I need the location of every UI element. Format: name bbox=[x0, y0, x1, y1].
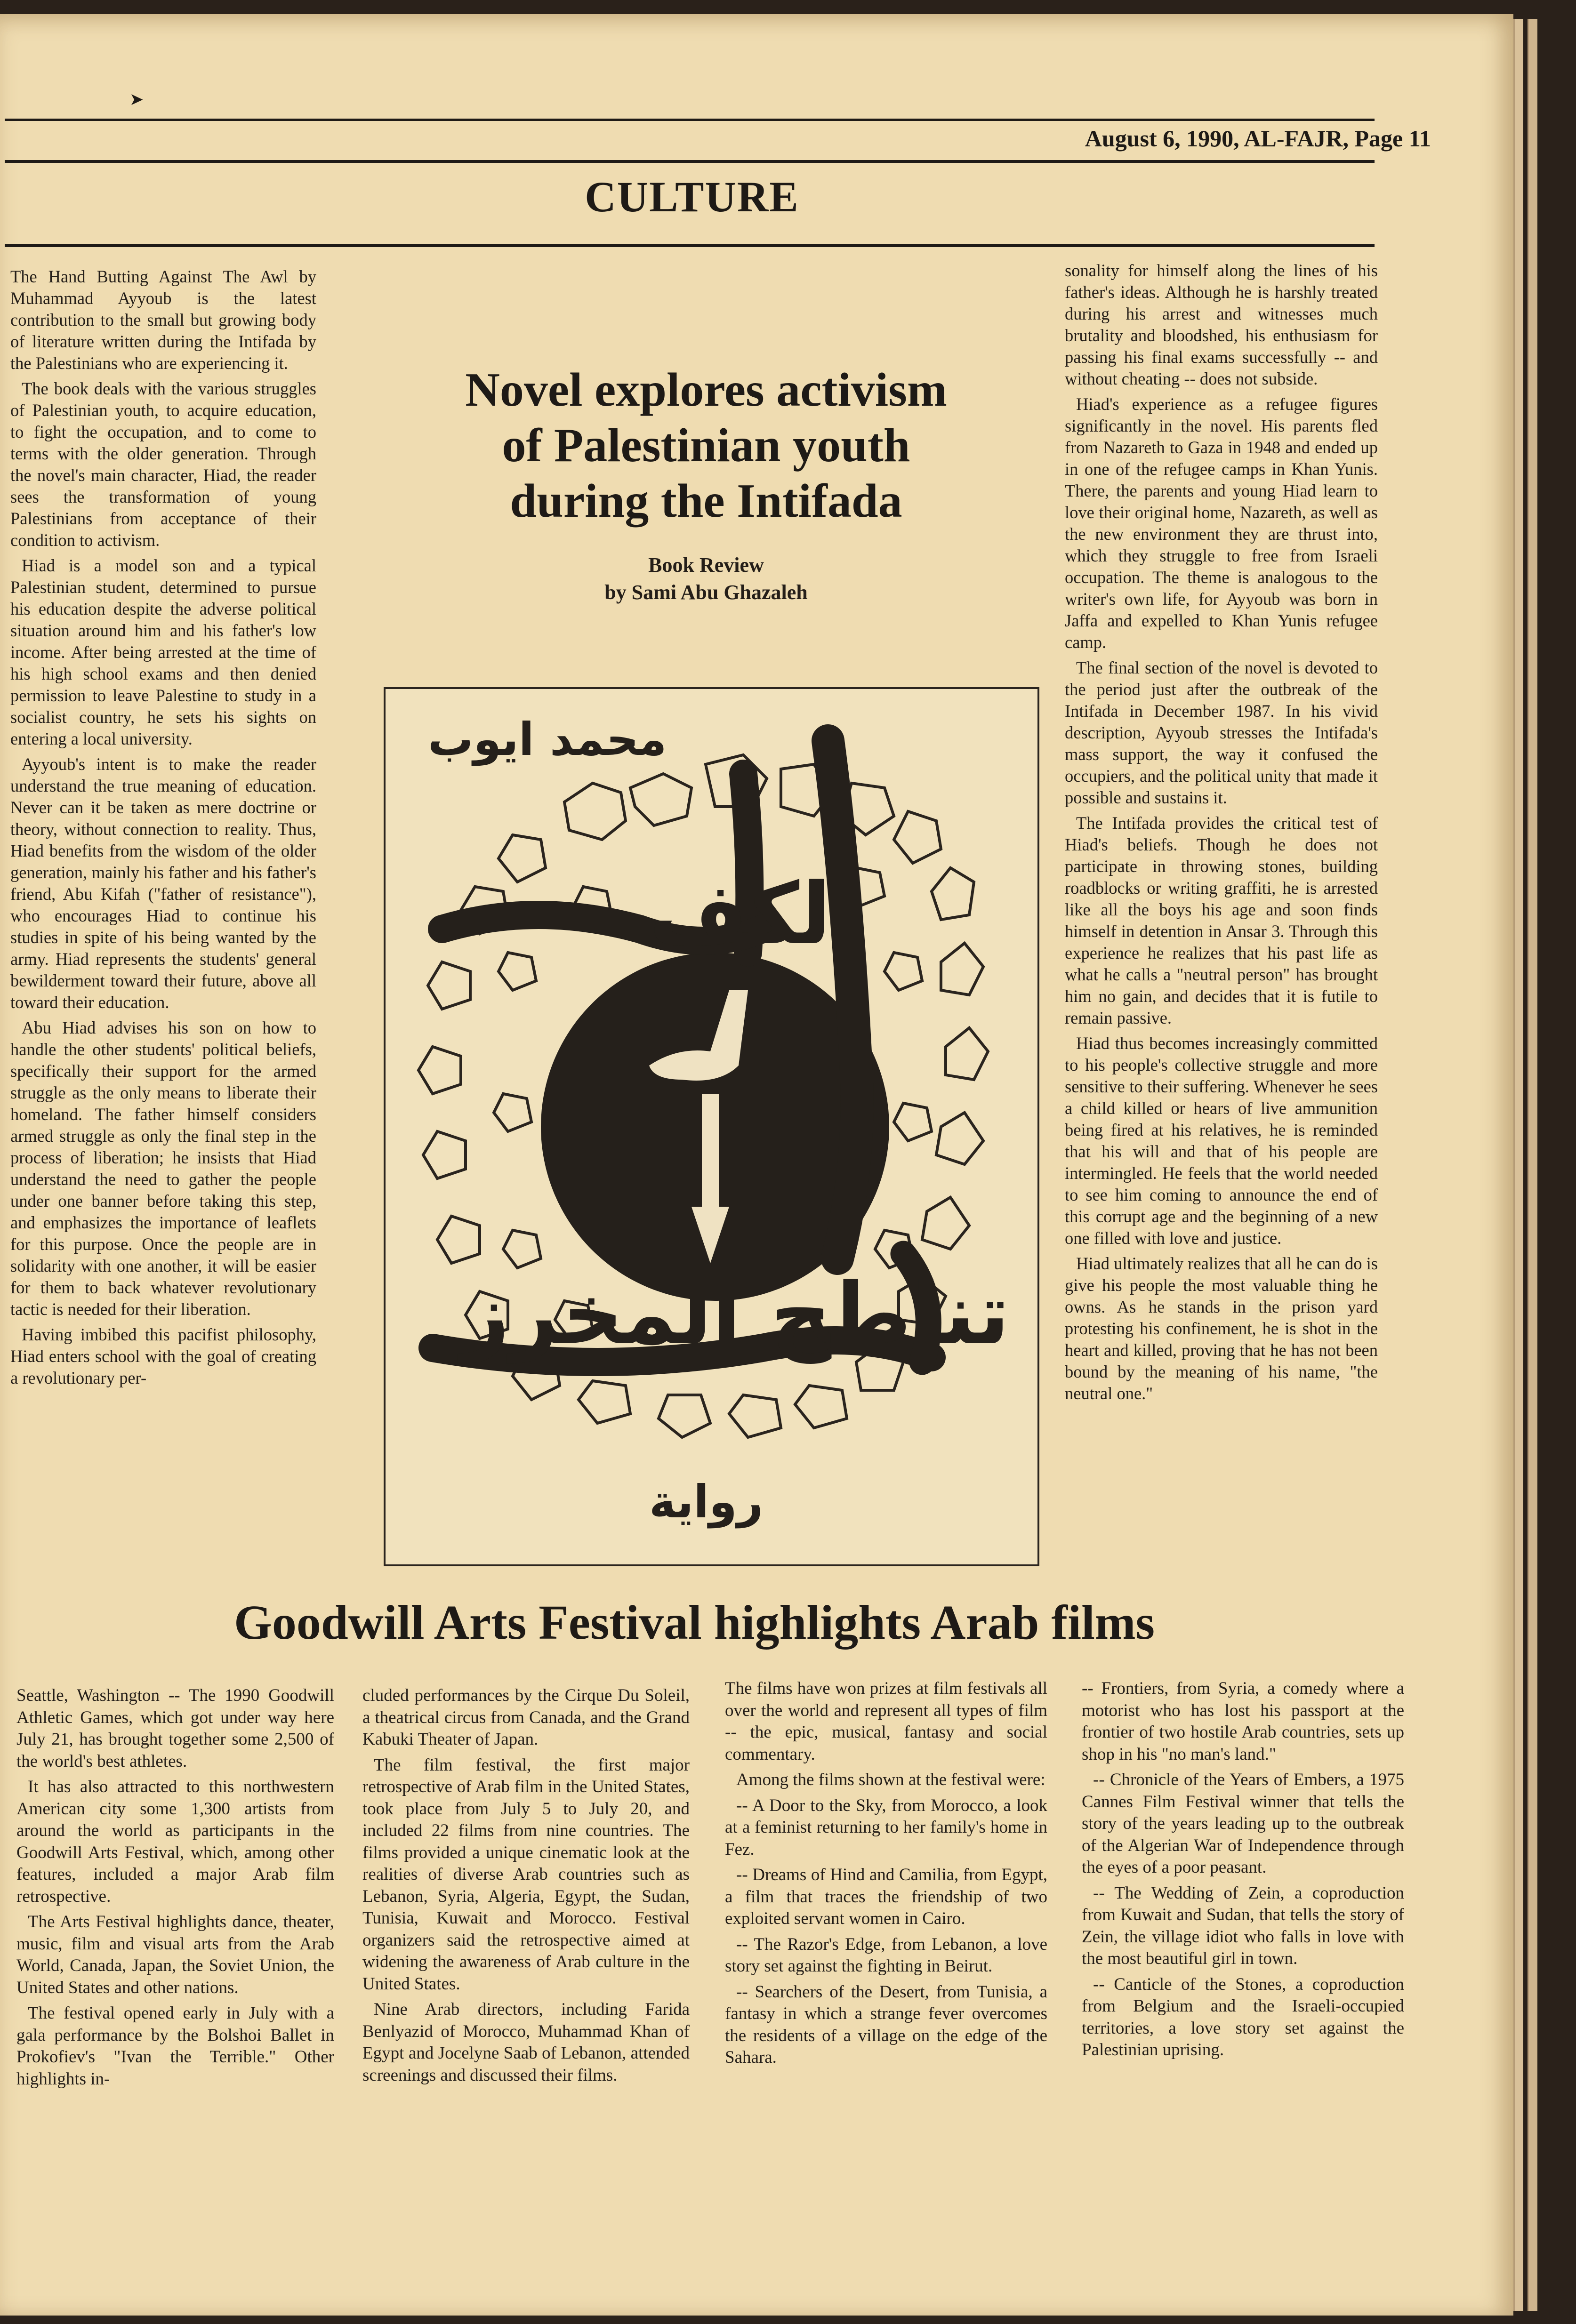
paragraph: Hiad thus becomes increasingly committed to his people's collective struggle and more sensitive to their suffering. Whenever he sees a child killed or hears of live ammunition being fired at his relatives, he is reminded that his will and that of his people are intermingled. He feels that the world needed to see him coming to announce the end of this corrupt age and the beginning of a new one filled with love and justice. bbox=[1065, 1034, 1378, 1248]
paragraph: -- Chronicle of the Years of Embers, a 1975 Cannes Film Festival winner that tells the story of the years leading up to the outbreak of the Algerian War of Independence through the eyes of a poor peasant. bbox=[1082, 1770, 1404, 1877]
paragraph: Hiad is a model son and a typical Palestinian student, determined to pursue his education despite the adverse political situation around him and his father's low income. After being arrested at the time of his high school exams and then denied permission to leave Palestine to study in a socialist country, he sets his sights on entering a local university. bbox=[10, 556, 316, 748]
paragraph: -- The Wedding of Zein, a coproduction from Kuwait and Sudan, that tells the story of Zein, the village idiot who falls in love with the most beautiful girl in town. bbox=[1082, 1883, 1404, 1968]
cover-author: محمد ايوب bbox=[428, 713, 667, 766]
byline-author: by Sami Abu Ghazaleh bbox=[604, 581, 808, 604]
article2-column-3 bbox=[725, 1678, 1047, 2073]
article1-byline bbox=[518, 552, 894, 606]
paragraph: The films have won prizes at film festivals all over the world and represent all types of film -- the epic, musical, fantasy and social commentary. bbox=[725, 1679, 1047, 1764]
paragraph: -- Canticle of the Stones, a coproduction from Belgium and the Israeli-occupied territories, a love story set against the Palestinian uprising. bbox=[1082, 1974, 1404, 2060]
paragraph: The film festival, the first major retrospective of Arab film in the United States, took place from July 5 to July 20, and included 22 films from nine countries. The films provided a unique cinematic look at the realities of diverse Arab countries such as Lebanon, Syria, Algeria, Egypt, the Sudan, Tunisia, Kuwait and Morocco. Festival organizers said the retrospective aimed at widening the awareness of Arab culture in the United States. bbox=[362, 1755, 690, 1994]
paragraph: The Intifada provides the critical test of Hiad's beliefs. Though he does not participate in throwing stones, building roadblocks or writing graffiti, he is arrested like all the boys his age and soon finds himself in detention in Ansar 3. Through this experience he realizes that his past life as what he calls a "neutral person" has brought him no gain, and decides that it is futile to remain passive. bbox=[1065, 813, 1378, 1027]
paragraph: Hiad ultimately realizes that all he can do is give his people the most valuable thing he owns. As he stands in the prison yard protesting his confinement, he is shot in the heart and killed, proving that he has not been bound by the meaning of his name, "the neutral one." bbox=[1065, 1254, 1378, 1403]
section-title: CULTURE bbox=[585, 173, 799, 221]
paragraph: Having imbibed this pacifist philosophy, Hiad enters school with the goal of creating a revolutionary per- bbox=[10, 1325, 316, 1387]
article2-headline: Goodwill Arts Festival highlights Arab films bbox=[234, 1595, 1155, 1650]
paragraph: It has also attracted to this northwestern American city some 1,300 artists from around the world as participants in the Goodwill Arts Festival, which, among other features, included a major Arab film retrospective. bbox=[16, 1777, 334, 1906]
article2-column-1 bbox=[16, 1685, 334, 2094]
paragraph: -- Dreams of Hind and Camilia, from Egypt, a film that traces the friendship of two exploited servant women in Cairo. bbox=[725, 1865, 1047, 1928]
paragraph: Nine Arab directors, including Farida Benlyazid of Morocco, Muhammad Khan of Egypt and Jocelyne Saab of Lebanon, attended screenings and discussed their films. bbox=[362, 2000, 690, 2085]
print-mark: ➤ bbox=[129, 90, 144, 109]
article2-column-4 bbox=[1082, 1678, 1404, 2065]
article1-column-3 bbox=[1065, 260, 1378, 1408]
paragraph: The festival opened early in July with a gala performance by the Bolshoi Ballet in Prokofiev's "Ivan the Terrible." Other highlights in- bbox=[16, 2003, 334, 2089]
paragraph: Among the films shown at the festival were: bbox=[736, 1770, 1045, 1789]
paragraph: Ayyoub's intent is to make the reader understand the true meaning of education. Never can it be taken as mere doctrine or theory, without connection to reality. Thus, Hiad benefits from the wisdom of the older generation, mainly his father and his father's friend, Abu Kifah ("father of resistance"), who encourages Hiad to continue his studies in spite of his being wanted by the army. Hiad represents the students' general bewilderment toward their future, above all toward their education. bbox=[10, 754, 316, 1012]
cover-genre: رواية bbox=[649, 1475, 764, 1528]
paragraph: The Arts Festival highlights dance, theater, music, film and visual arts from the Arab World, Canada, Japan, the Soviet Union, the United States and other nations. bbox=[16, 1912, 334, 1997]
headline-line: during the Intifada bbox=[510, 474, 902, 528]
page-edge bbox=[1513, 19, 1523, 2311]
paragraph: Hiad's experience as a refugee figures significantly in the novel. His parents fled from Nazareth to Gaza in 1948 and ended up in one of the refugee camps in Khan Yunis. There, the parents and young Hiad learn to love their original home, Nazareth, as well as the new environment they are thrust into, which they struggle to free from Israeli occupation. The theme is analogous to the writer's own life, for Ayyoub was born in Jaffa and expelled to Khan Yunis refugee camp. bbox=[1065, 394, 1378, 652]
article1-headline bbox=[372, 362, 1040, 529]
paragraph: Abu Hiad advises his son on how to handle the other students' political beliefs, specifically their support for the armed struggle as the only means to liberate their homeland. The father himself considers armed struggle as only the final step in the process of liberation; he insists that Hiad understand the need to gather the people under one banner before taking this step, and emphasizes the importance of leaflets for this purpose. Once the people are in solidarity with one another, it will be easier for them to back whatever revolutionary tactic is needed for their liberation. bbox=[10, 1018, 316, 1319]
page-edge bbox=[1528, 19, 1537, 2311]
top-rule bbox=[5, 119, 1375, 121]
date-rule bbox=[5, 160, 1375, 163]
section-rule bbox=[5, 244, 1375, 247]
cover-title-2: تناطح المخرز bbox=[461, 1265, 1010, 1363]
headline-line: Novel explores activism bbox=[465, 363, 947, 417]
headline-line: of Palestinian youth bbox=[502, 419, 910, 472]
date-line: August 6, 1990, AL-FAJR, Page 11 bbox=[1085, 125, 1431, 152]
paragraph: The Hand Butting Against The Awl by Muhammad Ayyoub is the latest contribution to the small but growing body of literature written during the Intifada by the Palestinians who are experiencing it. bbox=[10, 267, 316, 373]
paragraph: -- A Door to the Sky, from Morocco, a look at a feminist returning to her family's home in Fez. bbox=[725, 1795, 1047, 1859]
paragraph: Seattle, Washington -- The 1990 Goodwill Athletic Games, which got under way here July 21, has brought together some 2,500 of the world's best athletes. bbox=[16, 1686, 334, 1771]
byline-type: Book Review bbox=[648, 553, 764, 577]
paragraph: -- Searchers of the Desert, from Tunisia, a fantasy in which a strange fever overcomes the residents of a village on the edge of the Sahara. bbox=[725, 1982, 1047, 2067]
paragraph: -- The Razor's Edge, from Lebanon, a love story set against the fighting in Beirut. bbox=[725, 1934, 1047, 1976]
paragraph: sonality for himself along the lines of his father's ideas. Although he is harshly treated during his arrest and witnesses much brutality and bloodshed, his enthusiasm for passing his final exams successfully -- and without cheating -- does not subside. bbox=[1065, 261, 1378, 388]
cover-title-1: الكف bbox=[649, 865, 860, 963]
paragraph: The final section of the novel is devoted to the period just after the outbreak of the Intifada in December 1987. In his vivid description, Ayyoub stresses the Intifada's mass support, the way it confused the occupiers, and the political unity that made it possible and sustains it. bbox=[1065, 658, 1378, 807]
article1-column-1 bbox=[10, 266, 316, 1393]
cover-art bbox=[386, 689, 1037, 1564]
paragraph: cluded performances by the Cirque Du Soleil, a theatrical circus from Canada, and the Grand Kabuki Theater of Japan. bbox=[362, 1686, 690, 1749]
book-cover-illustration bbox=[384, 687, 1039, 1566]
paragraph: -- Frontiers, from Syria, a comedy where a motorist who has lost his passport at the frontier of two hostile Arab countries, sets up shop in his "no man's land." bbox=[1082, 1679, 1404, 1764]
paragraph: The book deals with the various struggles of Palestinian youth, to acquire education, to fight the occupation, and to come to terms with the older generation. Through the novel's main character, Hiad, the reader sees the transformation of young Palestinians from acceptance of their condition to activism. bbox=[10, 379, 316, 550]
article2-column-2 bbox=[362, 1685, 690, 2090]
